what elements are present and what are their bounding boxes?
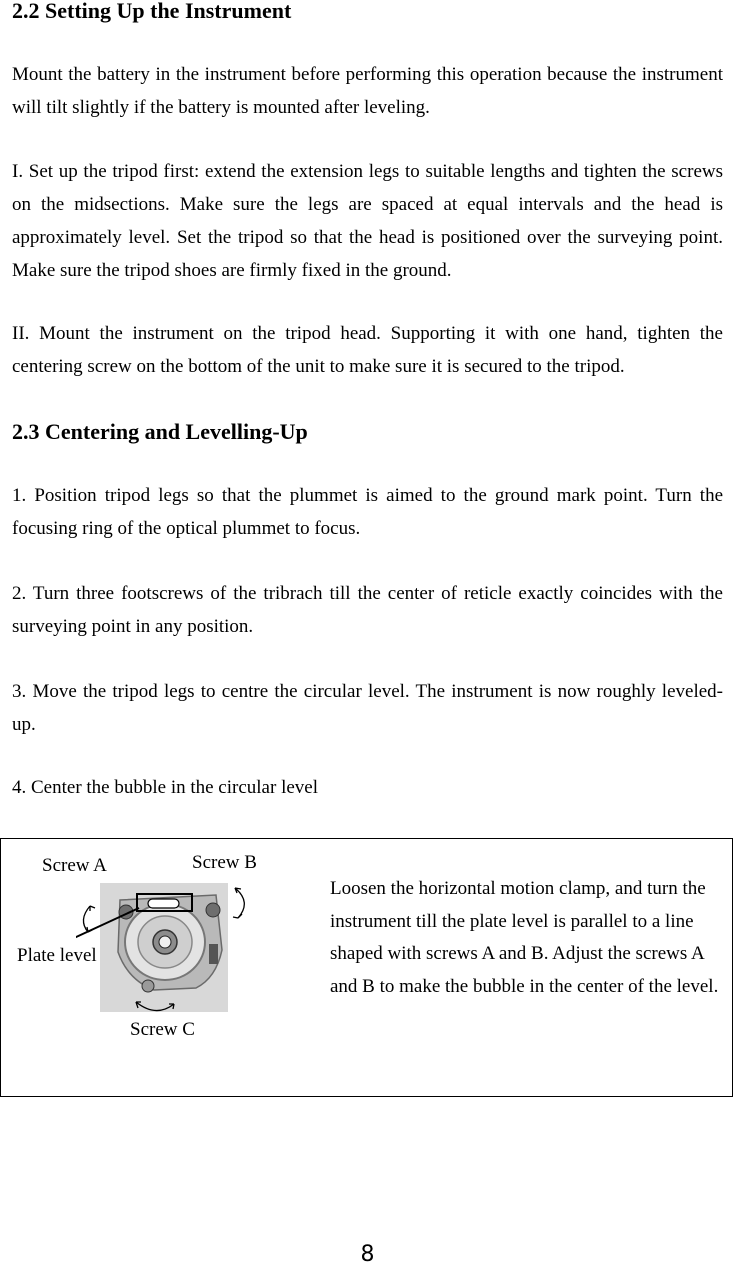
screw-b-knob xyxy=(206,903,220,917)
figure-illustration xyxy=(76,880,266,1030)
figure-caption: Loosen the horizontal motion clamp, and turn the instrument till the plate level is parallel to a line shaped with screws A and B. Adjust the screws A and B to make the bubble in the center of the level. xyxy=(330,878,719,997)
section-2-3-step-3: 3. Move the tripod legs to centre the circular level. The instrument is now roughly leveled-up. xyxy=(12,681,723,735)
clamp-lever xyxy=(209,944,218,964)
plate-level-vial xyxy=(148,899,179,908)
label-screw-b: Screw B xyxy=(192,852,257,873)
screw-a-arrowhead-top xyxy=(90,906,95,911)
section-2-3-step-2: 2. Turn three footscrews of the tribrach till the center of reticle exactly coincides with the surveying point in any position. xyxy=(12,583,723,637)
screw-c-knob xyxy=(142,980,154,992)
centering-hole-inner xyxy=(159,936,171,948)
label-plate-level: Plate level xyxy=(17,945,97,966)
label-screw-c: Screw C xyxy=(130,1019,195,1040)
page-number: 8 xyxy=(360,1242,375,1267)
section-2-2-intro: Mount the battery in the instrument before performing this operation because the instrument will tilt slightly if the battery is mounted after leveling. xyxy=(12,64,723,118)
label-screw-a: Screw A xyxy=(42,855,107,876)
tribrach-illustration xyxy=(76,880,266,1030)
section-2-2-heading: 2.2 Setting Up the Instrument xyxy=(12,0,292,23)
section-2-3-step-1: 1. Position tripod legs so that the plummet is aimed to the ground mark point. Turn the focusing ring of the optical plummet to focus. xyxy=(12,485,723,539)
section-2-3-heading: 2.3 Centering and Levelling-Up xyxy=(12,419,308,444)
section-2-3-step-4: 4. Center the bubble in the circular level xyxy=(12,777,318,798)
section-2-2-step-1: I. Set up the tripod first: extend the extension legs to suitable lengths and tighten the screws on the midsections. Make sure the legs are spaced at equal intervals and the head is approximately level. Set the tripod so that the head is positioned over the surveying point. Make sure the tripod shoes are firmly fixed in the ground. xyxy=(12,161,723,281)
screw-b-arrowhead-bottom xyxy=(233,914,242,918)
section-2-2-step-2: II. Mount the instrument on the tripod head. Supporting it with one hand, tighten the centering screw on the bottom of the unit to make sure it is secured to the tripod. xyxy=(12,323,723,377)
